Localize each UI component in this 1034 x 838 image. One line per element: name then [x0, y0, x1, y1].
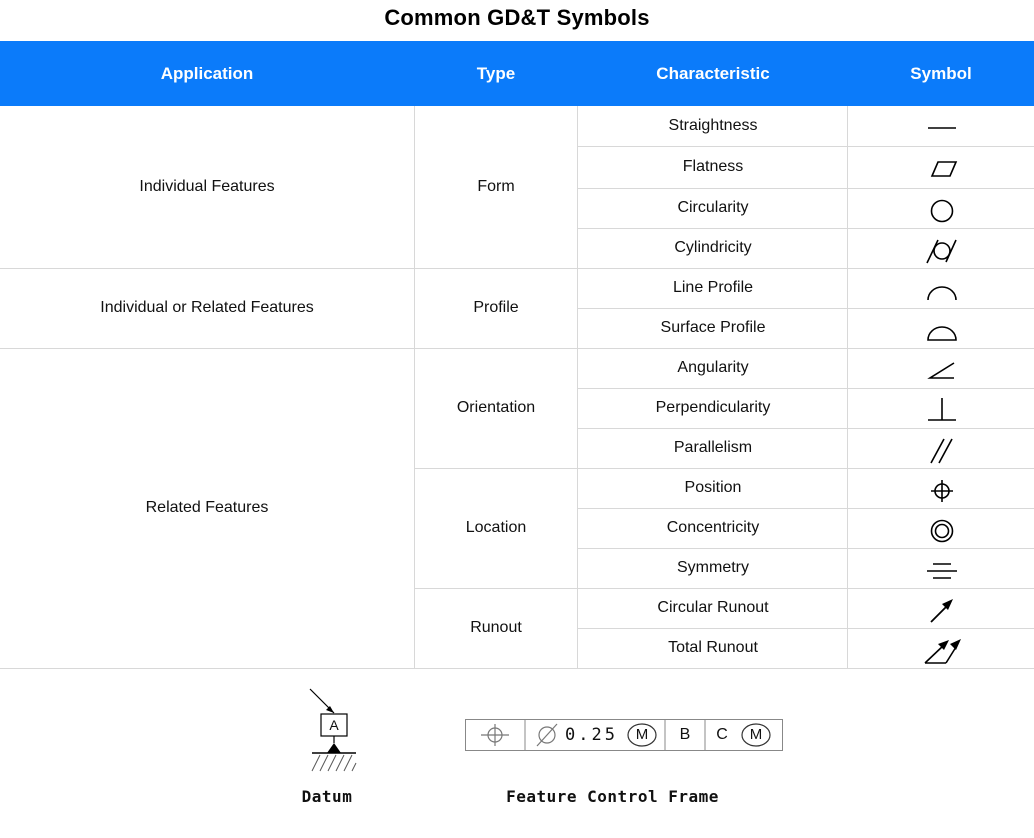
characteristic-circular-runout: Circular Runout: [657, 599, 769, 616]
line-profile-icon: [922, 270, 962, 310]
type-profile: Profile: [473, 299, 519, 316]
characteristic-straightness: Straightness: [668, 117, 758, 134]
datum-c-modifier: M: [749, 726, 763, 743]
datum-diagram: [300, 683, 370, 783]
cylindricity-icon: [922, 230, 962, 270]
angularity-icon: [922, 350, 962, 390]
surface-profile-icon: [922, 310, 962, 350]
flatness-icon: [922, 148, 962, 188]
type-location: Location: [465, 519, 527, 536]
characteristic-position: Position: [684, 479, 742, 496]
characteristic-surface-profile: Surface Profile: [660, 319, 766, 336]
concentricity-icon: [922, 510, 962, 550]
characteristic-parallelism: Parallelism: [673, 439, 753, 456]
symmetry-icon: [922, 550, 962, 590]
characteristic-line-profile: Line Profile: [672, 279, 754, 296]
characteristic-symmetry: Symmetry: [677, 559, 749, 576]
header-application: Application: [160, 64, 254, 83]
application-related: Related Features: [145, 499, 269, 516]
total-runout-icon: [922, 630, 962, 670]
datum-label: Datum: [301, 787, 353, 806]
type-runout: Runout: [470, 619, 522, 636]
characteristic-circularity: Circularity: [677, 199, 749, 216]
characteristic-total-runout: Total Runout: [668, 639, 758, 656]
header-characteristic: Characteristic: [656, 64, 770, 83]
straightness-icon: [922, 106, 962, 146]
perpendicularity-icon: [922, 390, 962, 430]
type-form: Form: [477, 178, 515, 195]
circularity-icon: [922, 190, 962, 230]
characteristic-flatness: Flatness: [682, 158, 744, 175]
characteristic-perpendicularity: Perpendicularity: [655, 399, 771, 416]
characteristic-angularity: Angularity: [677, 359, 749, 376]
header-symbol: Symbol: [910, 64, 972, 83]
characteristic-cylindricity: Cylindricity: [674, 239, 752, 256]
application-individual: Individual Features: [139, 178, 275, 195]
table-header: [0, 41, 1034, 106]
feature-control-frame: [465, 719, 783, 751]
feature-control-frame-label: Feature Control Frame: [506, 787, 719, 806]
application-individual-or-related: Individual or Related Features: [100, 299, 314, 316]
tolerance-value: 0.25: [565, 725, 618, 745]
position-icon: [922, 470, 962, 510]
header-type: Type: [476, 64, 516, 83]
parallelism-icon: [922, 430, 962, 470]
tolerance-modifier: M: [635, 726, 649, 743]
datum-reference-b: B: [679, 726, 691, 743]
circular-runout-icon: [922, 590, 962, 630]
type-orientation: Orientation: [456, 399, 536, 416]
datum-reference-c: C: [716, 726, 728, 743]
page-title: Common GD&T Symbols: [384, 5, 650, 30]
characteristic-concentricity: Concentricity: [666, 519, 760, 536]
datum-letter: A: [329, 717, 339, 733]
